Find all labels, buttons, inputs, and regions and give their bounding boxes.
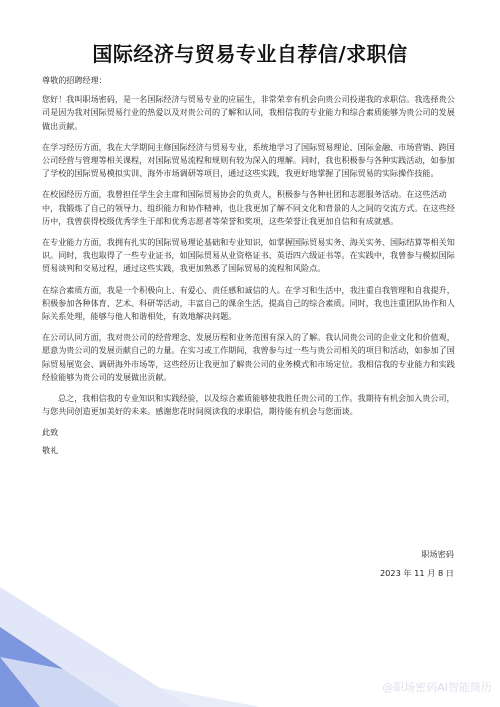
page-title: 国际经济与贸易专业自荐信/求职信 (92, 42, 408, 66)
watermark-text: @职场密码AI智能简历 (382, 681, 492, 694)
signature-block (380, 548, 454, 580)
paragraph-study: 在学习经历方面，我在大学期间主修国际经济与贸易专业，系统地学习了国际贸易理论、国际金融、市场营销、跨国公司经营与管理等相关课程，对国际贸易流程和规则有较为深入的理解。同时，我也积极参与各种实践活动，如参加了学校的国际贸易模拟实训、海外市场调研等项目，通过这些实践，我更好地掌握了国际贸易的实际操作技能。 (42, 141, 455, 179)
paragraph-campus: 在校园经历方面，我曾担任学生会主席和国际贸易协会的负责人，积极参与各种社团和志愿服务活动。在这些活动中，我锻炼了自己的领导力、组织能力和协作精神，也让我更加了解不同文化和背景的人之间的交流方式。在这些经历中，我曾获得校级优秀学生干部和优秀志愿者等荣誉和奖项，这些荣誉让我更加自信和有成就感。 (42, 189, 455, 226)
paragraph-intro: 您好！我叫职场密码，是一名国际经济与贸易专业的应届生，非常荣幸有机会向贵公司投递我的求职信。我选择贵公司是因为我对国际贸易行业的热爱以及对贵公司的了解和认同，我相信我的专业能力和综合素质能够为贵公司的发展做出贡献。 (42, 94, 455, 131)
paragraph-skills: 在专业能力方面，我拥有扎实的国际贸易理论基础和专业知识，如掌握国际贸易实务、海关实务、国际结算等相关知识。同时，我也取得了一些专业证书，如国际贸易从业资格证书、英语四六级证书等。在实践中，我曾参与模拟国际贸易谈判和交易过程，通过这些实践，我更加熟悉了国际贸易的流程和风险点。 (42, 237, 455, 274)
salutation: 尊敬的招聘经理： (42, 75, 107, 85)
closing-line-2: 敬礼 (42, 444, 59, 455)
signature-date: 2023 年 11 月 8 日 (379, 568, 454, 578)
paragraph-company: 在公司认同方面，我对贵公司的经营理念、发展历程和业务范围有深入的了解。我认同贵公司的企业文化和价值观，愿意为贵公司的发展贡献自己的力量。在实习或工作期间，我曾参与过一些与贵公司相关的项目和活动，如参加了国际贸易展览会、调研海外市场等，这些经历让我更加了解贵公司的业务模式和市场定位。我相信我的专业能力和实践经验能够为贵公司的发展做出贡献。 (42, 332, 455, 382)
signature-name: 职场密码 (421, 549, 454, 559)
letter-body (42, 74, 460, 457)
closing-line-1: 此致 (42, 427, 59, 438)
watermark (382, 679, 492, 695)
paragraph-summary: 总之，我相信我的专业知识和实践经验，以及综合素质能够使我胜任贵公司的工作。我期待有机会加入贵公司，与您共同创造更加美好的未来。感谢您花时间阅读我的求职信，期待能有机会与您面谈。 (42, 393, 455, 417)
paragraph-quality: 在综合素质方面，我是一个积极向上、有爱心、责任感和诚信的人。在学习和生活中，我注重自我管理和自我提升，积极参加各种体育、艺术、科研等活动，丰富自己的课余生活，提高自己的综合素质。同时，我也注重团队协作和人际关系处理，能够与他人和谐相处，有效地解决问题。 (42, 284, 455, 322)
